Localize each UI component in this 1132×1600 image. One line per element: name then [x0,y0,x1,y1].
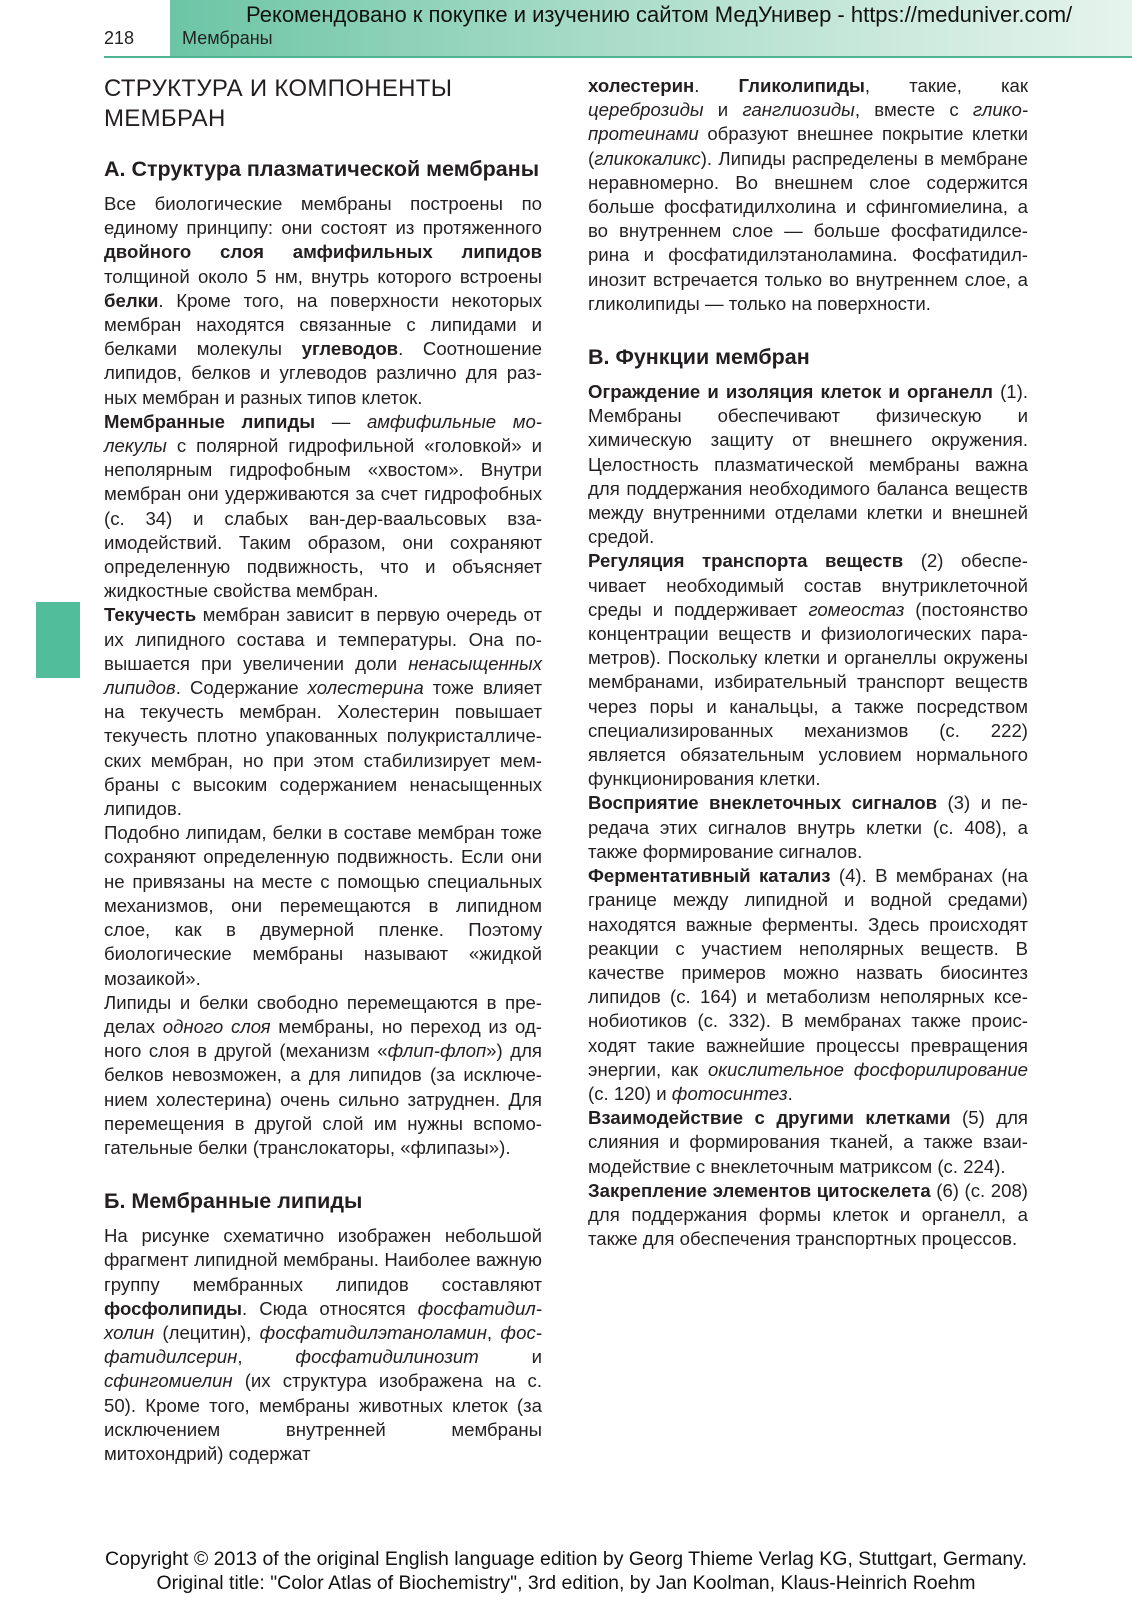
chapter-side-tab [36,602,80,678]
section-c-paragraph: Регуляция транспорта веществ (2) обеспечивает необходимый состав внутриклеточной среды и поддерживает гомеостаз (постоянство концентрации веществ и физиологических параметров). Поскольку клетки и органеллы окружены мембранами, избирательный транспорт веществ через поры и канальцы, а также посредством специализированных механизмов (с. 222) является обязательным условием нормального функционирования клетки. [588,550,1029,790]
page-number: 218 [104,28,135,48]
section-c-paragraph: Восприятие внеклеточных сигналов (3) и передача этих сигналов внутрь клетки (с. 408), а также формирование сигналов. [588,792,1028,862]
section-c-paragraph: Взаимодействие с другими клетками (5) для слияния и формирования тканей, а также взаимодействие с внеклеточным матриксом (с. 224). [588,1107,1028,1177]
section-a-paragraph: Текучесть мембран зависит в первую очередь от их липидного состава и температуры. Она повышается при увеличении доли ненасыщенных липидов. Содержание холестерина тоже влияет на текучесть мембран. Холестерин повышает текучесть плотно упакованных полукристаллических мембран, но при этом стабилизирует мембраны с высоким содержанием ненасыщенных липидов. [104,604,542,820]
section-a-paragraph: Липиды и белки свободно перемещаются в пределах одного слоя мембраны, но переход из одного слоя в другой (механизм «флип-флоп») для белков невозможен, а для липидов (за исключением холестерина) очень сильно затруднен. Для перемещения в другой слой им нужны вспомогательные белки (транслокаторы, «флипазы»). [104,991,542,1158]
right-column [588,74,1028,1251]
watermark-text: Рекомендовано к покупке и изучению сайтом МедУнивер - https://meduniver.com/ [246,2,1073,27]
original-title-line: Original title: "Color Atlas of Biochemistry", 3rd edition, by Jan Koolman, Klaus-Heinrich Roehm [156,1572,976,1594]
section-a-heading: А. Структура плазматической мембраны [104,157,540,181]
section-a-paragraph: Мембранные липиды — амфифильные молекулы с полярной гидрофильной «головкой» и неполярным гидрофобным «хвостом». Внутри мембран они удерживаются за счет гидрофобных (с. 34) и слабых ван-дер-ваальсовых взаимодействий. Таким образом, они сохраняют определенную подвижность, что и объясняет жидкостные свойства мембран. [104,410,542,602]
section-c-paragraph: Ферментативный катализ (4). В мембранах (на границе между липидной и водной средами) находятся важные ферменты. Здесь происходят реакции с участием неполярных веществ. В качестве примеров можно назвать биосинтез липидов (с. 164) и метаболизм неполярных ксенобиотиков (с. 332). В мембранах также происходят такие важнейшие процессы превращения энергии, как окислительное фосфорилирование (с. 120) и фотосинтез. [588,865,1028,1104]
section-c-heading: В. Функции мембран [588,345,810,370]
section-a-paragraph: Все биологические мембраны построены по единому принципу: они состоят из протяженного двойного слоя амфифильных липидов толщиной около 5 нм, внутрь которого встроены белки. Кроме того, на поверхности некоторых мембран находятся связанные с липидами и белками молекулы углеводов. Соотношение липидов, белков и углеводов различно для разных мембран и разных типов клеток. [104,193,542,408]
section-a-paragraph: Подобно липидам, белки в составе мембран тоже сохраняют определенную подвижность. Если они не привязаны на месте с помощью специальных механизмов, они перемещаются в липидном слое, как в двумерной пленке. Поэтому биологические мембраны называют «жидкой мозаикой». [104,822,542,989]
section-c-paragraph: Закрепление элементов цитоскелета (6) (с. 208) для поддержания формы клеток и органелл, а также для обеспечения транспортных процессов. [588,1179,1029,1250]
section-b-paragraph-continued: холестерин. Гликолипиды, такие, как цереброзиды и ганглиозиды, вместе с гликопротеинами образуют внешнее покрытие клетки (гликокаликс). Липиды распределены в мембране неравномерно. Во внешнем слое содержится больше фосфатидилхолина и сфингомиелина, а во внутреннем слое — больше фосфатидилсерина и фосфатидилэтаноламина. Фосфатидилинозит встречается только во внутреннем слое, а гликолипиды — только на поверхности. [588,75,1029,314]
page-title: СТРУКТУРА И КОМПОНЕНТЫ МЕМБРАН [104,75,453,132]
section-b-paragraph: На рисунке схематично изображен небольшой фрагмент липидной мембраны. Наиболее важную группу мембранных липидов составляют фосфолипиды. Сюда относятся фосфатидилхолин (лецитин), фосфатидилэтаноламин, фосфатидилсерин, фосфатидилинозит и сфингомиелин (их структура изображена на с. 50). Кроме того, мембраны животных клеток (за исключением внутренней мембраны митохондрий) содержат [104,1225,542,1464]
section-b-heading: Б. Мембранные липиды [104,1189,363,1214]
running-header-section: Мембраны [182,28,273,48]
left-column [104,74,542,1466]
header-rule [104,56,1132,58]
section-c-paragraph: Ограждение и изоляция клеток и органелл (1). Мембраны обеспечивают физическую и химическую защиту от внешнего окружения. Целостность плазматической мембраны важна для поддержания необходимого баланса веществ между внутренними отделами клетки и внешней средой. [588,381,1028,548]
copyright-line: Copyright © 2013 of the original English language edition by Georg Thieme Verlag KG, Stuttgart, Germany. [104,1548,1027,1570]
